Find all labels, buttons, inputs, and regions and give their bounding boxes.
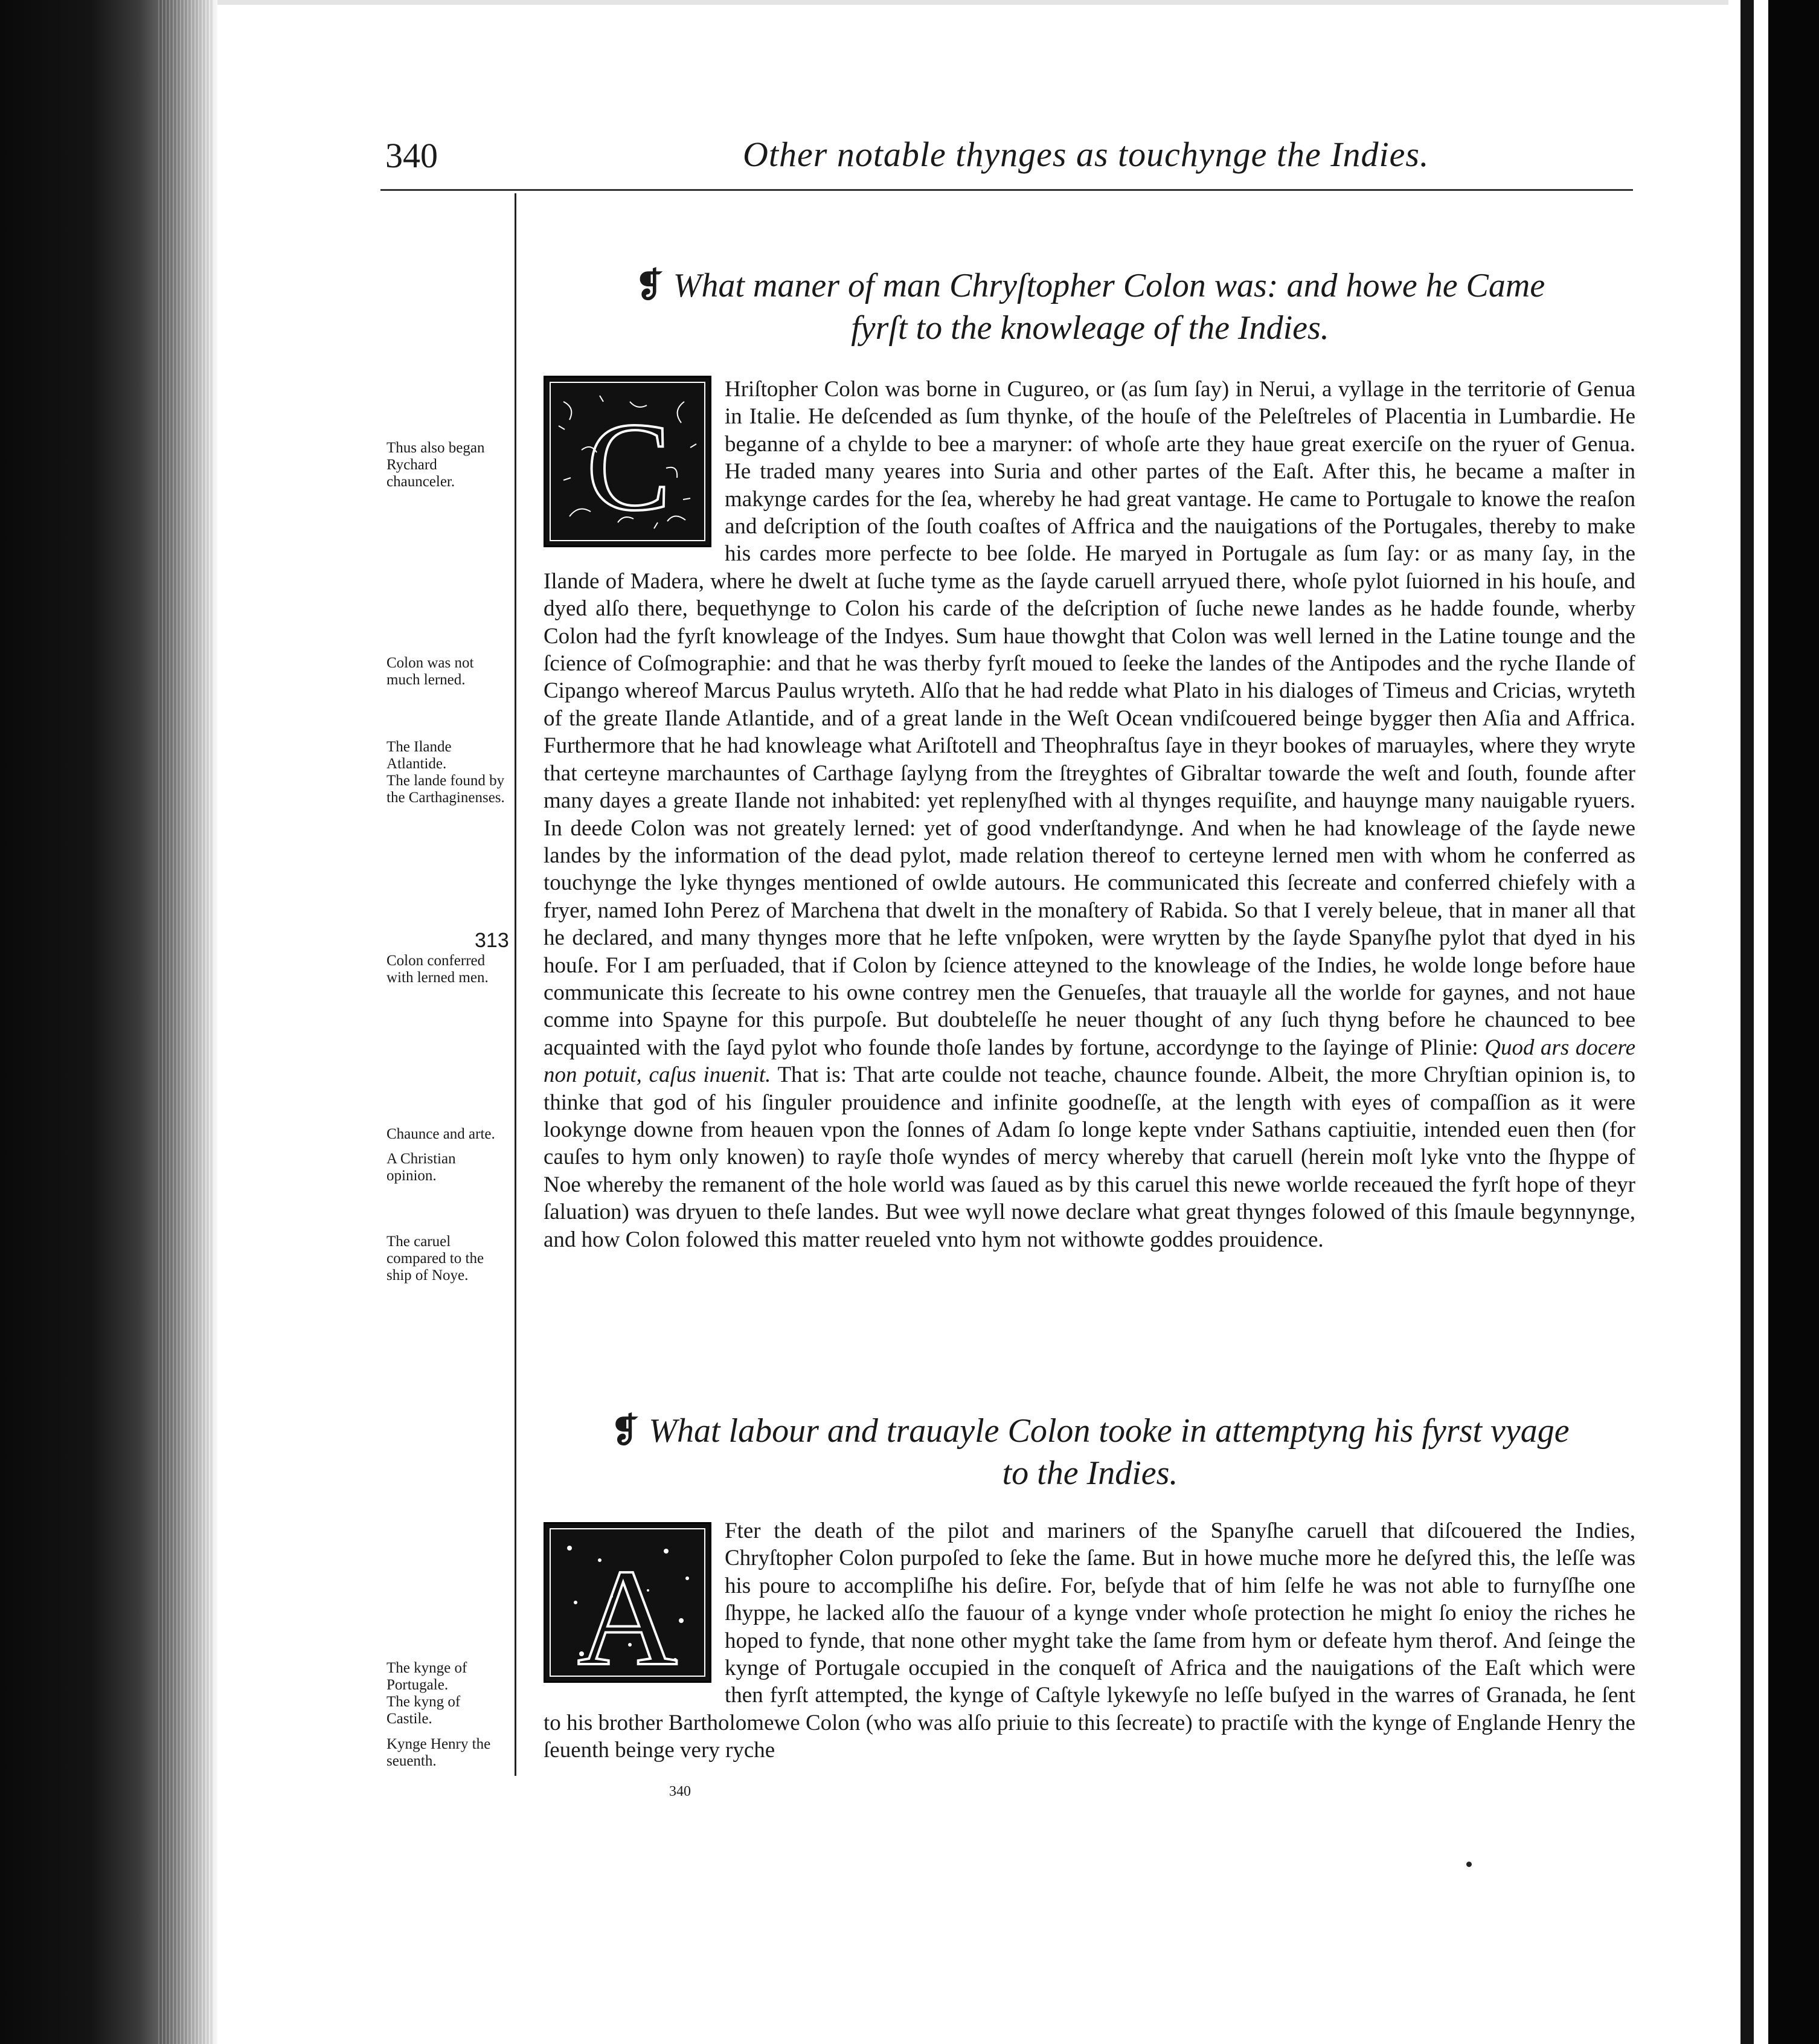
margin-note: The lande found by the Carthaginenses. — [387, 773, 505, 806]
margin-note: Kynge Henry the seuenth. — [387, 1736, 491, 1769]
next-page-edge — [1728, 0, 1819, 2044]
section-2-body: A Fter the death of the pilot and mariners of the Spanyſhe caruell that diſcouered the Indies, Chryſtopher Colon purpoſed to ſeke the ſame. But in howe muche more he deſyred this, the leſſe was his poure to accompliſhe his deſire. For, beſyde that of him ſelfe he was not able to furnyſſhe one ſhyppe, he lacked alſo the fauour of a kynge vnder whoſe protection he might ſo enioy the riches he hoped to fynde, that none other myght take the ſame from hym or defeate hym therof. And ſeinge the kynge of Portugale occupied in the conqueſt of Africa and the nauigations of the Eaſt which were then fyrſt attempted, the kynge of Caſtyle lykewyſe no leſſe buſyed in the warres of Granada, he ſent to his brother Bartholomewe Colon (who was alſo priuie to this ſecreate) to practiſe with the kynge of Englande Henry the ſeuenth beinge very ryche — [544, 1519, 1635, 1763]
section-1-body: C Hriſtopher Colon was borne in Cugureo, or (as ſum ſay) in Nerui, a vyllage in the territorie of Genua in Italie. He deſcended as ſum thynke, of the houſe of the Peleſtreles of Placentia in Lumbardie. He beganne of a chylde to bee a maryner: of whoſe arte they haue great exerciſe on the ryuer of Genua. He traded many yeares into Suria and other partes of the Eaſt. After this, he became a maſter in makynge cardes for the ſea, whereby he had great vantage. He came to Portugale to knowe the reaſon and deſcription of the ſouth coaſtes of Affrica and the nauigations of the Portugales, thereby to make his cardes more perfecte to bee ſolde. He maryed in Portugale as ſum ſay: or as many ſay, in the Ilande of Madera, where he dwelt at ſuche tyme as the ſayde caruell arryued there, whoſe pylot ſuiorned in his houſe, and dyed alſo there, bequethynge to Colon his carde of the deſcription of ſuche newe landes as he hadde founde, wherby Colon had the fyrſt knowleage of the Indyes. Sum haue thowght that Colon was well lerned in the Latine tounge and the ſcience of Coſmographie: and that he was therby fyrſt moued to ſeeke the landes of the Antipodes and the ryche Ilande of Cipango whereof Marcus Paulus wryteth. Alſo that he had redde what Plato in his dialoges of Timeus and Cricias, wryteth of the greate Ilande Atlantide, and of a great lande in the Weſt Ocean vndiſcouered beinge bygger then Aſia and Affrica. Furthermore that he had knowleage what Ariſtotell and Theophraſtus ſaye in theyr bookes of maruayles, where they wryte that certeyne marchauntes of Carthage ſaylyng from the ſtreyghtes of Gibraltar towarde the weſt and ſouth, founde after many dayes a greate Ilande not inhabited: yet replenyſhed with al thynges requiſite, and hauynge many nauigable ryuers. In deede Colon was not greately lerned: yet of good vnderſtandynge. And when he had knowleage of the ſayde newe landes by the information of the dead pylot, made relation thereof to certeyne lerned men with whom he conferred as touchynge the lyke thynges mentioned of owlde autours. He communicated this ſecreate and conferred chiefely with a fryer, named Iohn Perez of Marchena that dwelt in the monaſtery of Rabida. So that I verely beleue, that in maner all that he declared, and many thynges more that he lefte vnſpoken, were wrytten by the ſayde Spanyſhe pylot that dyed in his houſe. For I am perſuaded, that if Colon by ſcience atteyned to the knowleage of the Indies, he wolde longe before haue communicate this ſecreate to his owne contrey men the Genueſes, that trauayle all the worlde for gaynes, and not haue comme into Spayne for this purpoſe. But doubteleſſe he neuer thought of any ſuch thyng before he chaunced to bee acquainted with the ſayd pylot who founde thoſe landes by fortune, accordynge to the ſayinge of Plinie: Quod ars docere non potuit, caſus inuenit. That is: That arte coulde not teache, chaunce founde. Albeit, the more Chryſtian opinion is, to thinke that god of his ſinguler prouidence and infinite goodneſſe, at the length with eyes of compaſſion as it were lookynge downe from heauen vpon the ſonnes of Adam ſo longe kepte vnder Sathans captiuitie, intended euen then (for cauſes to hym only knowen) to rayſe thoſe wyndes of mercy whereby that caruell (herein moſt lyke vnto the ſhyppe of Noe whereby the remanent of the hole world was ſaued as by this caruel this newe worlde receaued the fyrſt hope of theyr ſaluation) was dryuen to theſe landes. But wee wyll nowe declare what great thynges folowed of this ſmaule begynnynge, and how Colon folowed this matter reueled vnto hym not withowte goddes prouidence. — [544, 377, 1636, 1252]
page-edges — [158, 0, 213, 2044]
svg-text:C: C — [586, 397, 672, 537]
cross-reference-number: 313 — [475, 929, 509, 952]
edge-shadow — [1740, 0, 1754, 2044]
margin-note: The Ilande Atlantide. — [387, 739, 452, 772]
ink-spot — [1466, 1862, 1472, 1867]
pilcrow-icon: ❡ — [635, 267, 664, 304]
margin-note: Thus also began Rychard chaunceler. — [387, 440, 485, 490]
margin-note: The caruel compared to the ship of Noye. — [387, 1233, 484, 1284]
margin-note: A Christian opinion. — [387, 1151, 456, 1184]
decorated-initial-c — [544, 376, 711, 547]
margin-note: Chaunce and arte. — [387, 1126, 495, 1142]
floral-initial-icon — [545, 1524, 710, 1681]
svg-text:A: A — [577, 1540, 678, 1681]
margin-note: Colon was not much lerned. — [387, 655, 474, 688]
header-rule — [380, 189, 1633, 191]
section-heading-1: ❡ What maner of man Chryſtopher Colon was: and howe he Came fyrſt to the knowleage of the Indies. — [635, 267, 1545, 347]
top-edge — [217, 0, 1728, 5]
margin-column-rule — [515, 193, 516, 1776]
latin-quote: Quod ars docere non potuit, caſus inuenit. — [544, 1035, 1636, 1088]
running-head: Other notable thynges as touchynge the Indies. — [743, 135, 1429, 174]
margin-note: Colon conferred with lerned men. — [387, 953, 489, 986]
pilcrow-icon: ❡ — [611, 1412, 640, 1450]
decorated-initial-a — [544, 1522, 711, 1683]
edge-shadow-outer — [1768, 0, 1819, 2044]
margin-note: The kynge of Portugale. — [387, 1660, 467, 1693]
section-heading-2: ❡ What labour and trauayle Colon tooke in attemptyng his fyrst vyage to the Indies. — [611, 1412, 1570, 1492]
footer-page-number: 340 — [669, 1784, 691, 1799]
margin-note: The kyng of Castile. — [387, 1694, 461, 1727]
floral-initial-icon — [545, 378, 710, 545]
page-number: 340 — [385, 136, 438, 175]
